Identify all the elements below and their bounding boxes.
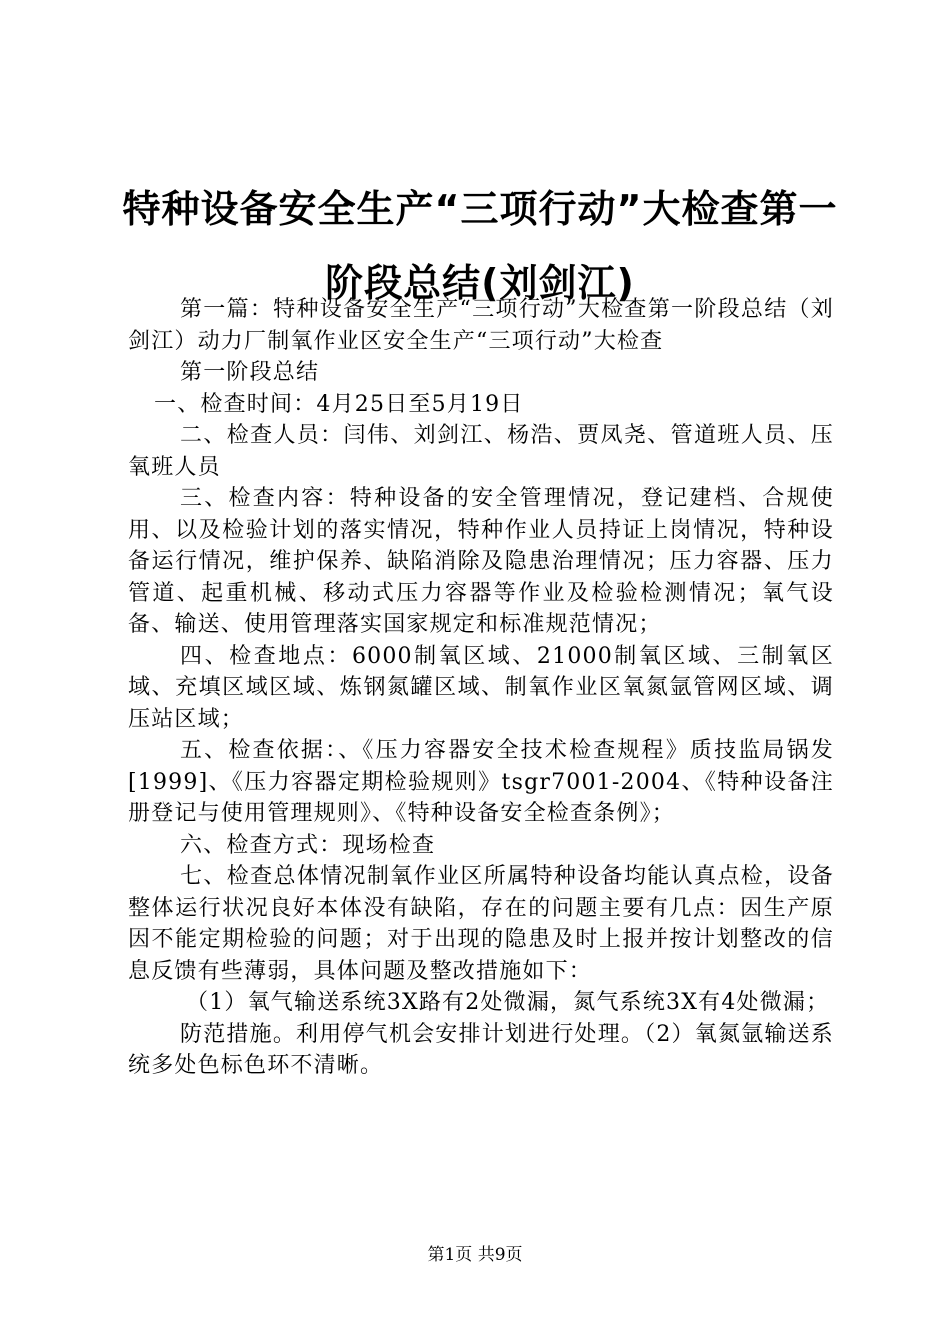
paragraph-check-staff: 二、检查人员：闫伟、刘剑江、杨浩、贾凤尧、管道班人员、压氧班人员 (128, 423, 834, 480)
paragraph-overall-status: 七、检查总体情况制氧作业区所属特种设备均能认真点检，设备整体运行状况良好本体没有缺陷，存在的问题主要有几点：因生产原因不能定期检验的问题；对于出现的隐患及时上报并按计划整改的信息反馈有些薄弱，具体问题及整改措施如下： (128, 864, 834, 984)
paragraph-check-time: 一、检查时间：4月25日至5月19日 (154, 391, 524, 417)
paragraph-check-content: 三、检查内容：特种设备的安全管理情况，登记建档、合规使用、以及检验计划的落实情况，特种作业人员持证上岗情况，特种设备运行情况，维护保养、缺陷消除及隐患治理情况；压力容器、压力管道、起重机械、移动式压力容器等作业及检验检测情况；氧气设备、输送、使用管理落实国家规定和标准规范情况； (128, 486, 834, 637)
document-title: 特种设备安全生产“三项行动”大检查第一阶段总结(刘剑江) (122, 187, 838, 305)
page-footer: 第1页 共9页 (427, 1245, 523, 1265)
paragraph-check-location: 四、检查地点：6000制氧区域、21000制氧区域、三制氧区域、充填区域区域、炼钢氮罐区域、制氧作业区氧氮氩管网区域、调压站区域； (128, 643, 834, 732)
paragraph-check-basis: 五、检查依据：、《压力容器安全技术检查规程》质技监局锅发[1999]、《压力容器定期检验规则》tsgr7001-2004、《特种设备注册登记与使用管理规则》、《特种设备安全检查条例》； (128, 738, 834, 826)
paragraph-intro: 第一篇：特种设备安全生产“三项行动”大检查第一阶段总结（刘剑江）动力厂制氧作业区安全生产“三项行动”大检查 (128, 297, 834, 354)
paragraph-stage-summary: 第一阶段总结 (180, 360, 320, 385)
paragraph-check-method: 六、检查方式：现场检查 (180, 832, 436, 858)
paragraph-issue-1: （1）氧气输送系统3X路有2处微漏，氮气系统3X有4处微漏； (186, 990, 830, 1015)
document-body (128, 294, 834, 1082)
paragraph-measures: 防范措施。利用停气机会安排计划进行处理。（2）氧氮氩输送系统多处色标色环不清晰。 (128, 1021, 834, 1078)
